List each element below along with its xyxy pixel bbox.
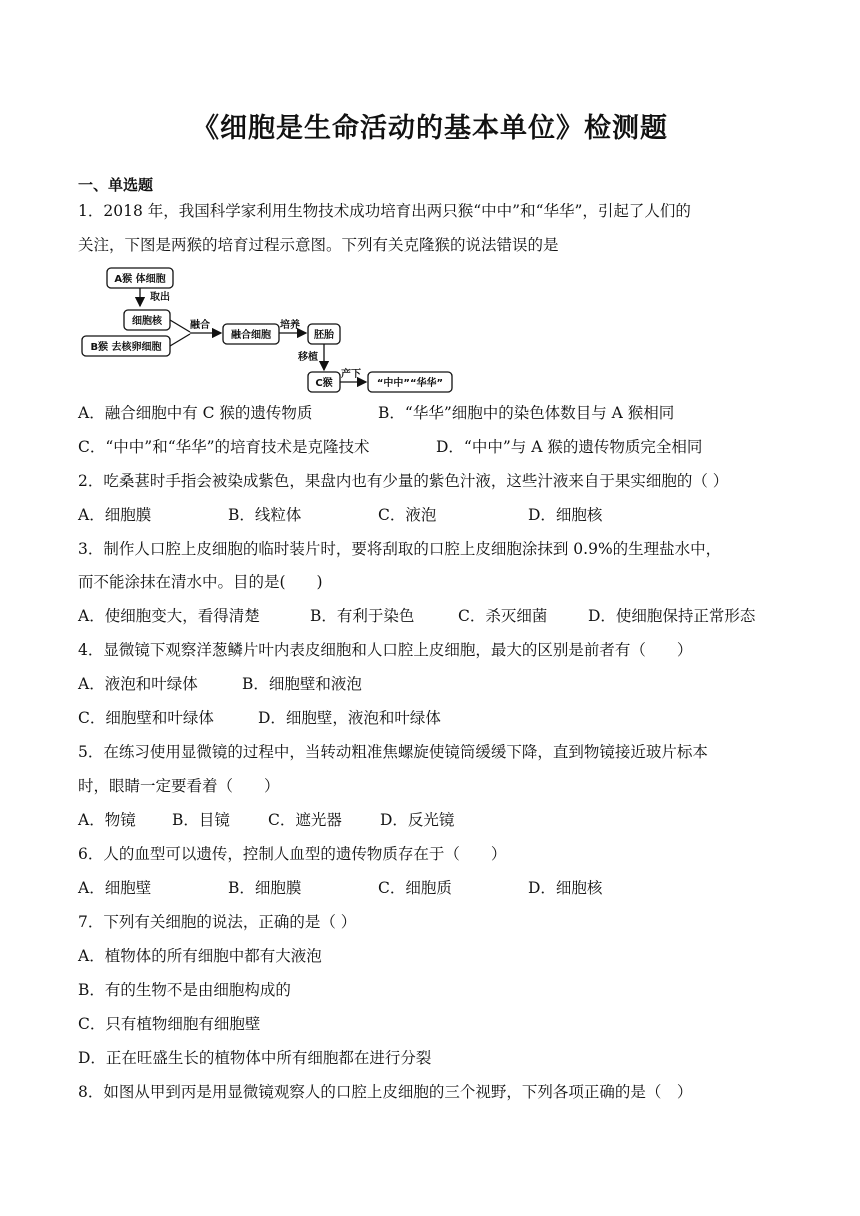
q3-stem-line-2: 而不能涂抹在清水中。目的是( ) [78, 573, 323, 591]
q2-option-a: A．细胞膜 [78, 506, 152, 524]
q3-option-a: A．使细胞变大，看得清楚 [78, 607, 260, 625]
q1-stem-line-2: 关注，下图是两猴的培育过程示意图。下列有关克隆猴的说法错误的是 [78, 236, 559, 254]
label-yizhi: 移植 [298, 352, 318, 363]
q5-stem-line-1: 5．在练习使用显微镜的过程中，当转动粗准焦螺旋使镜筒缓缓下降，直到物镜接近玻片标本 [78, 743, 708, 761]
box-nucleus-label: 细胞核 [132, 316, 162, 327]
label-ronghe: 融合 [190, 320, 210, 331]
q2-option-b: B．线粒体 [228, 506, 302, 524]
q7-option-b: B．有的生物不是由细胞构成的 [78, 981, 291, 999]
q3-option-b: B．有利于染色 [310, 607, 415, 625]
q3-option-c: C．杀灭细菌 [458, 607, 548, 625]
q5-option-a: A．物镜 [78, 811, 136, 829]
q7-option-a: A．植物体的所有细胞中都有大液泡 [78, 947, 322, 965]
q4-option-b: B．细胞壁和液泡 [242, 675, 362, 693]
box-fused-label: 融合细胞 [231, 330, 271, 341]
label-chanxia: 产下 [341, 369, 361, 380]
q7-option-c: C．只有植物细胞有细胞壁 [78, 1015, 261, 1033]
box-a-label: A猴 体细胞 [114, 274, 166, 285]
q5-option-d: D．反光镜 [380, 811, 455, 829]
box-result-label: “中中”“华华” [376, 378, 444, 389]
section-heading: 一、单选题 [78, 176, 154, 194]
page-title: 《细胞是生命活动的基本单位》检测题 [192, 113, 668, 144]
q1-option-a: A．融合细胞中有 C 猴的遗传物质 [78, 404, 313, 422]
q6-stem: 6．人的血型可以遗传，控制人血型的遗传物质存在于（ ） [78, 845, 507, 863]
q5-option-b: B．目镜 [172, 811, 230, 829]
q1-stem-line-1: 1．2018 年，我国科学家利用生物技术成功培育出两只猴“中中”和“华华”，引起了人们的 [78, 202, 691, 220]
q1-option-d: D．“中中”与 A 猴的遗传物质完全相同 [436, 438, 703, 456]
q3-option-d: D．使细胞保持正常形态 [588, 607, 756, 625]
q4-option-a: A．液泡和叶绿体 [78, 675, 198, 693]
q1-option-c: C．“中中”和“华华”的培育技术是克隆技术 [78, 438, 370, 456]
box-b-label: B猴 去核卵细胞 [90, 342, 162, 353]
q6-option-a: A．细胞壁 [78, 879, 152, 897]
q8-stem: 8．如图从甲到丙是用显微镜观察人的口腔上皮细胞的三个视野，下列各项正确的是（ ） [78, 1083, 693, 1101]
q4-option-d: D．细胞壁，液泡和叶绿体 [258, 709, 441, 727]
box-c-label: C猴 [315, 378, 333, 389]
q6-option-b: B．细胞膜 [228, 879, 302, 897]
q2-stem: 2．吃桑葚时手指会被染成紫色，果盘内也有少量的紫色汁液，这些汁液来自于果实细胞的（ ） [78, 472, 729, 490]
q2-option-c: C．液泡 [378, 506, 437, 524]
q7-option-d: D．正在旺盛生长的植物体中所有细胞都在进行分裂 [78, 1049, 432, 1067]
q4-stem: 4．显微镜下观察洋葱鳞片叶内表皮细胞和人口腔上皮细胞，最大的区别是前者有（ ） [78, 641, 693, 659]
label-peiyang: 培养 [280, 320, 300, 331]
q5-option-c: C．遮光器 [268, 811, 342, 829]
box-embryo-label: 胚胎 [314, 330, 334, 341]
q7-stem: 7．下列有关细胞的说法，正确的是（ ） [78, 913, 357, 931]
cloning-process-diagram [80, 264, 460, 396]
q5-stem-line-2: 时，眼睛一定要看着（ ） [78, 777, 280, 795]
q6-option-c: C．细胞质 [378, 879, 452, 897]
q4-option-c: C．细胞壁和叶绿体 [78, 709, 214, 727]
q6-option-d: D．细胞核 [528, 879, 603, 897]
q1-option-b: B．“华华”细胞中的染色体数目与 A 猴相同 [378, 404, 675, 422]
q2-option-d: D．细胞核 [528, 506, 603, 524]
q3-stem-line-1: 3．制作人口腔上皮细胞的临时装片时，要将刮取的口腔上皮细胞涂抹到 0.9%的生理盐水中， [78, 540, 722, 558]
label-quchu: 取出 [150, 292, 170, 303]
